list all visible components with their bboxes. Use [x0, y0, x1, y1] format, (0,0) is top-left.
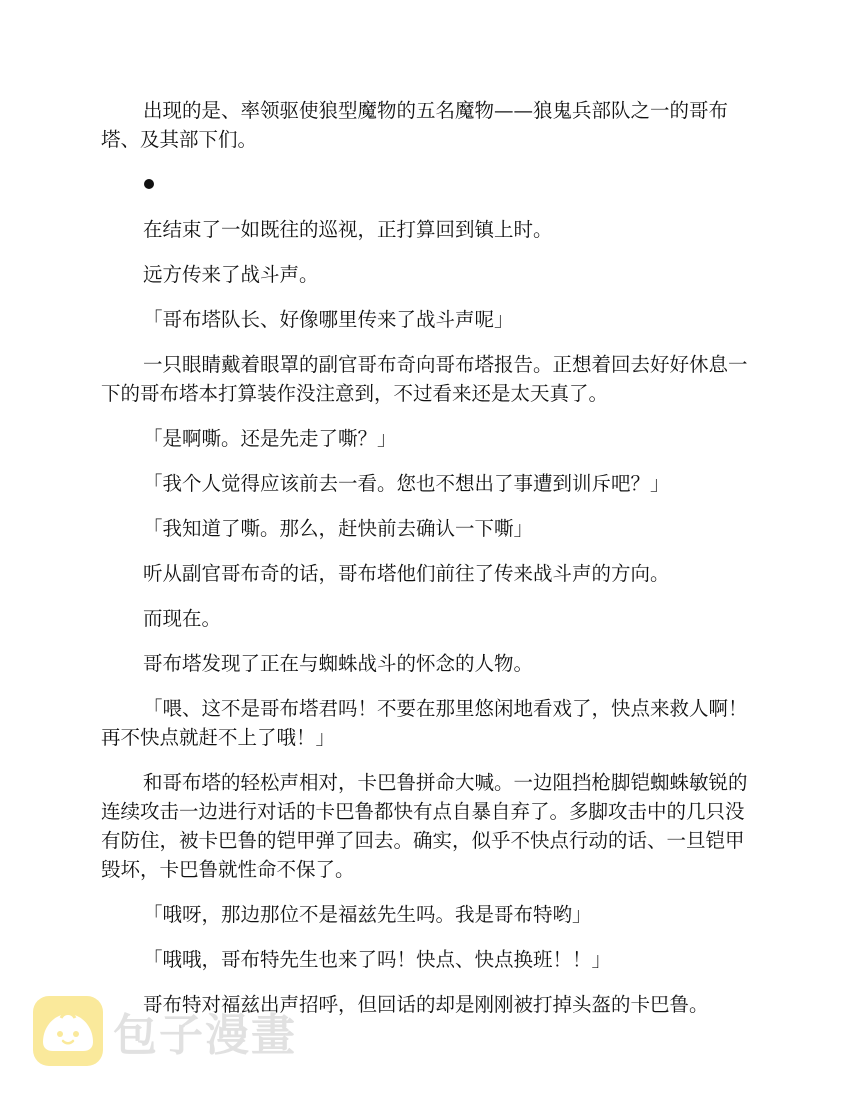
watermark-text: 包子漫畫	[113, 1010, 297, 1061]
paragraph: 和哥布塔的轻松声相对，卡巴鲁拼命大喊。一边阻挡枪脚铠蜘蛛敏锐的连续攻击一边进行对话的卡巴鲁都快有点自暴自弃了。多脚攻击中的几只没有防住，被卡巴鲁的铠甲弹了回去。确实，似乎不快点行动的话、一旦铠甲毁坏，卡巴鲁就性命不保了。	[101, 771, 748, 881]
watermark	[33, 995, 297, 1067]
bun-logo-icon	[33, 996, 103, 1066]
dialogue-paragraph: 「哦哦，哥布特先生也来了吗！快点、快点换班！！」	[143, 948, 612, 971]
dialogue-paragraph: 「哦呀，那边那位不是福兹先生吗。我是哥布特哟」	[143, 903, 592, 926]
paragraph: 听从副官哥布奇的话，哥布塔他们前往了传来战斗声的方向。	[143, 562, 670, 585]
paragraph: 在结束了一如既往的巡视，正打算回到镇上时。	[143, 218, 553, 241]
paragraph: 出现的是、率领驱使狼型魔物的五名魔物——狼鬼兵部队之一的哥布塔、及其部下们。	[101, 99, 729, 151]
dialogue-paragraph: 「我个人觉得应该前去一看。您也不想出了事遭到训斥吧？」	[143, 472, 670, 495]
document-body	[101, 96, 751, 1035]
section-break-bullet	[143, 170, 751, 199]
paragraph: 而现在。	[143, 607, 222, 630]
paragraph: 哥布塔发现了正在与蜘蛛战斗的怀念的人物。	[143, 652, 534, 675]
paragraph: 一只眼睛戴着眼罩的副官哥布奇向哥布塔报告。正想着回去好好休息一下的哥布塔本打算装作没注意到，不过看来还是太天真了。	[101, 353, 748, 405]
dialogue-paragraph: 「我知道了嘶。那么，赶快前去确认一下嘶」	[143, 517, 534, 540]
dialogue-paragraph: 「喂、这不是哥布塔君吗！不要在那里悠闲地看戏了，快点来救人啊！再不快点就赶不上了哦！」	[101, 697, 748, 749]
dialogue-paragraph: 「是啊嘶。还是先走了嘶？」	[143, 427, 397, 450]
dialogue-paragraph: 「哥布塔队长、好像哪里传来了战斗声呢」	[143, 308, 514, 331]
paragraph: 远方传来了战斗声。	[143, 263, 319, 286]
bullet-dot-icon	[144, 179, 154, 189]
paragraph: 哥布特对福兹出声招呼，但回话的却是刚刚被打掉头盔的卡巴鲁。	[143, 993, 709, 1016]
